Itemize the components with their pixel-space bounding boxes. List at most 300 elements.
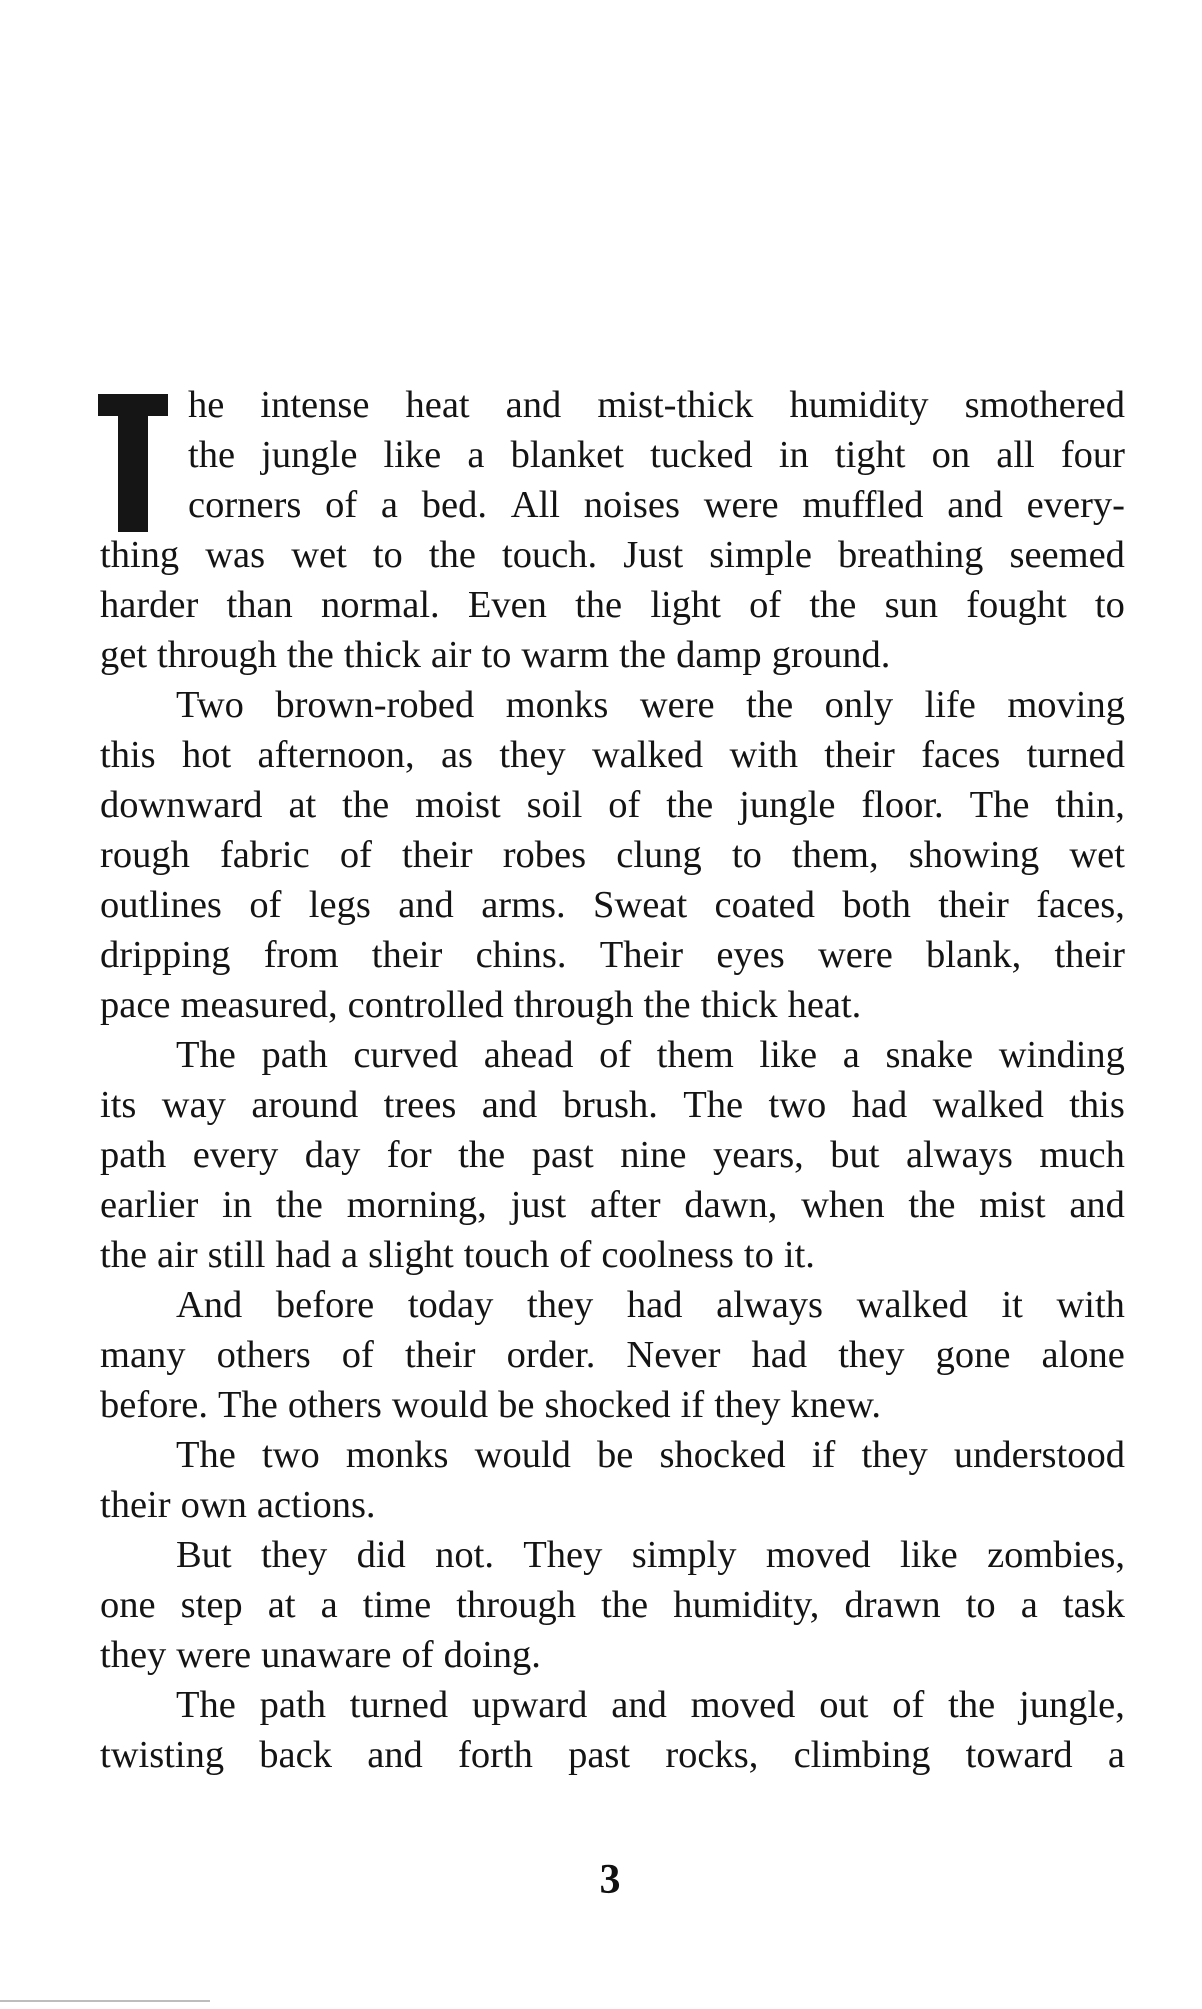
word: to — [372, 534, 403, 576]
word: They — [523, 1534, 603, 1576]
text-line — [100, 380, 1125, 430]
body-text — [100, 380, 1125, 1780]
text-line — [100, 630, 1125, 680]
word: from — [263, 934, 339, 976]
word: seemed — [1009, 534, 1125, 576]
word: normal. — [320, 584, 440, 626]
word: thick — [343, 634, 421, 676]
word: its — [100, 1084, 137, 1126]
word: of — [249, 884, 282, 926]
word: their — [824, 734, 895, 776]
word: the — [342, 784, 390, 826]
word: faces — [921, 734, 1001, 776]
word: others — [287, 1384, 382, 1426]
word: their — [404, 1334, 476, 1376]
word: the — [428, 534, 476, 576]
word: not. — [435, 1534, 494, 1576]
word: All — [510, 484, 560, 526]
word: of — [341, 1334, 374, 1376]
word: if — [680, 1384, 705, 1426]
word: simple — [709, 534, 812, 576]
word: warm — [521, 634, 610, 676]
text-line — [100, 1480, 1125, 1530]
word: moving — [1007, 684, 1125, 726]
word: the — [908, 1184, 956, 1226]
word: did — [356, 1534, 406, 1576]
word: twisting — [100, 1734, 225, 1776]
text-line — [100, 1580, 1125, 1630]
text-line — [100, 480, 1125, 530]
word: mist — [979, 1184, 1046, 1226]
word: clung — [616, 834, 702, 876]
word: had — [275, 1234, 332, 1276]
word: they — [100, 1634, 167, 1676]
word: others — [216, 1334, 311, 1376]
text-line — [100, 980, 1125, 1030]
word: like — [383, 434, 442, 476]
paragraphs — [100, 380, 1125, 1780]
word: their — [938, 884, 1009, 926]
word: toward — [965, 1734, 1073, 1776]
word: and — [505, 384, 562, 426]
word: four — [1060, 434, 1125, 476]
word: the — [643, 984, 691, 1026]
word: life — [924, 684, 976, 726]
word: path — [100, 1134, 167, 1176]
word: jungle, — [1019, 1684, 1125, 1726]
word: always — [716, 1284, 824, 1326]
word: when — [801, 1184, 885, 1226]
word: just — [510, 1184, 567, 1226]
word: Never — [626, 1334, 721, 1376]
word: morning, — [346, 1184, 487, 1226]
word: past — [531, 1134, 594, 1176]
word: Sweat — [593, 884, 688, 926]
word: task — [1062, 1584, 1125, 1626]
word: jungle — [739, 784, 836, 826]
word: tight — [834, 434, 906, 476]
word: a — [341, 1234, 359, 1276]
word: be — [498, 1384, 535, 1426]
word: of — [749, 584, 782, 626]
word: climbing — [793, 1734, 931, 1776]
word: brown-robed — [275, 684, 475, 726]
word: heat. — [787, 984, 862, 1026]
word: still — [207, 1234, 266, 1276]
word: dripping — [100, 934, 231, 976]
word: in — [222, 1184, 253, 1226]
word: thin, — [1055, 784, 1125, 826]
drop-cap — [98, 394, 168, 532]
word: trees — [383, 1084, 457, 1126]
text-line — [100, 880, 1125, 930]
word: air — [430, 634, 472, 676]
word: intense — [260, 384, 370, 426]
text-line — [100, 580, 1125, 630]
word: curved — [353, 1034, 459, 1076]
text-line — [100, 1180, 1125, 1230]
word: breathing — [838, 534, 984, 576]
word: of — [325, 484, 358, 526]
word: always — [905, 1134, 1013, 1176]
bottom-rule — [0, 2000, 210, 2002]
word: but — [830, 1134, 880, 1176]
paragraph — [100, 1430, 1125, 1530]
word: a — [1107, 1734, 1125, 1776]
text-line — [100, 930, 1125, 980]
word: robes — [502, 834, 587, 876]
word: they — [714, 1384, 781, 1426]
word: walked — [856, 1284, 968, 1326]
word: turned — [349, 1684, 449, 1726]
page-number: 3 — [599, 1857, 621, 1903]
word: and — [398, 884, 454, 926]
word: air — [157, 1234, 198, 1276]
paragraph — [100, 380, 1125, 680]
word: monks — [505, 684, 609, 726]
word: earlier — [100, 1184, 199, 1226]
word: like — [759, 1034, 818, 1076]
word: they — [861, 1434, 928, 1476]
word: humidity, — [673, 1584, 820, 1626]
word: ahead — [483, 1034, 574, 1076]
word: heat — [405, 384, 470, 426]
word: turned — [1026, 734, 1125, 776]
word: And — [176, 1284, 243, 1326]
word: the — [188, 434, 236, 476]
word: the — [100, 1234, 148, 1276]
word: to — [481, 634, 512, 676]
text-line — [100, 780, 1125, 830]
word: pace — [100, 984, 171, 1026]
drop-cap-letter — [98, 394, 168, 532]
text-line — [100, 1630, 1125, 1680]
word: nine — [620, 1134, 687, 1176]
word: jungle — [261, 434, 358, 476]
word: light — [650, 584, 721, 626]
word: had — [626, 1284, 683, 1326]
word: to — [731, 834, 762, 876]
word: past — [568, 1734, 631, 1776]
word: of — [559, 1234, 592, 1276]
word: were — [703, 484, 779, 526]
word: the — [619, 634, 667, 676]
word: would — [391, 1384, 489, 1426]
word: a — [1020, 1584, 1038, 1626]
word: walked — [592, 734, 704, 776]
word: downward — [100, 784, 263, 826]
word: The — [969, 784, 1030, 826]
word: But — [176, 1534, 232, 1576]
word: muffled — [802, 484, 924, 526]
word: if — [811, 1434, 836, 1476]
word: Their — [599, 934, 684, 976]
word: soil — [526, 784, 583, 826]
word: The — [176, 1034, 236, 1076]
text-line — [100, 1230, 1125, 1280]
word: winding — [998, 1034, 1125, 1076]
word: thick — [700, 984, 778, 1026]
word: only — [824, 684, 894, 726]
word: the — [809, 584, 857, 626]
text-line — [100, 1730, 1125, 1780]
word: slight — [368, 1234, 454, 1276]
word: forth — [458, 1734, 533, 1776]
word: of — [401, 1634, 434, 1676]
word: had — [751, 1334, 808, 1376]
word: and — [611, 1684, 667, 1726]
word: outlines — [100, 884, 222, 926]
word: he — [188, 384, 225, 426]
word: The — [217, 1384, 278, 1426]
word: snake — [885, 1034, 974, 1076]
word: to — [965, 1584, 996, 1626]
text-line — [100, 1330, 1125, 1380]
word: than — [226, 584, 293, 626]
word: through — [513, 984, 634, 1026]
word: with — [729, 734, 798, 776]
word: much — [1039, 1134, 1125, 1176]
word: two — [261, 1434, 320, 1476]
word: before — [275, 1284, 375, 1326]
word: in — [778, 434, 809, 476]
word: path — [259, 1684, 326, 1726]
word: this — [1069, 1084, 1125, 1126]
word: and — [367, 1734, 423, 1776]
word: moved — [765, 1534, 871, 1576]
word: The — [176, 1434, 236, 1476]
word: through — [456, 1584, 577, 1626]
text-line — [100, 1130, 1125, 1180]
word: shocked — [544, 1384, 671, 1426]
word: wet — [291, 534, 347, 576]
paragraph — [100, 1680, 1125, 1780]
word: were — [817, 934, 893, 976]
word: afternoon, — [257, 734, 415, 776]
word: at — [267, 1584, 296, 1626]
word: a — [320, 1584, 338, 1626]
word: and — [1069, 1184, 1125, 1226]
word: the — [458, 1134, 506, 1176]
word: rough — [100, 834, 190, 876]
word: own — [180, 1484, 247, 1526]
word: moist — [415, 784, 501, 826]
word: humidity — [789, 384, 929, 426]
word: were — [639, 684, 715, 726]
word: they — [499, 734, 566, 776]
word: time — [362, 1584, 432, 1626]
word: the — [286, 634, 334, 676]
word: their — [1054, 934, 1125, 976]
word: shocked — [659, 1434, 786, 1476]
word: path — [261, 1034, 328, 1076]
word: it. — [783, 1234, 815, 1276]
word: all — [996, 434, 1035, 476]
word: the — [275, 1184, 323, 1226]
paragraph — [100, 1030, 1125, 1280]
word: was — [205, 534, 266, 576]
word: through — [157, 634, 277, 676]
word: their — [371, 934, 443, 976]
word: them, — [792, 834, 879, 876]
word: monks — [345, 1434, 449, 1476]
word: tucked — [650, 434, 753, 476]
word: knew. — [790, 1384, 882, 1426]
word: would — [474, 1434, 571, 1476]
word: them — [656, 1034, 734, 1076]
word: their — [402, 834, 473, 876]
word: on — [931, 434, 971, 476]
paragraph — [100, 1280, 1125, 1430]
word: simply — [631, 1534, 737, 1576]
word: every — [192, 1134, 279, 1176]
word: out — [819, 1684, 869, 1726]
word: moved — [690, 1684, 796, 1726]
word: step — [180, 1584, 243, 1626]
text-line — [100, 730, 1125, 780]
word: drawn — [844, 1584, 941, 1626]
word: it — [1001, 1284, 1023, 1326]
word: the — [575, 584, 623, 626]
word: every- — [1026, 484, 1125, 526]
word: after — [590, 1184, 661, 1226]
word: Just — [623, 534, 684, 576]
word: touch. — [502, 534, 598, 576]
word: coated — [714, 884, 815, 926]
text-line — [100, 1080, 1125, 1130]
word: a — [380, 484, 399, 526]
word: Even — [467, 584, 547, 626]
word: fought — [966, 584, 1067, 626]
word: the — [666, 784, 714, 826]
text-line — [100, 830, 1125, 880]
paragraph — [100, 1530, 1125, 1680]
word: of — [608, 784, 641, 826]
word: The — [683, 1084, 744, 1126]
word: alone — [1041, 1334, 1125, 1376]
text-line — [100, 1380, 1125, 1430]
word: two — [768, 1084, 827, 1126]
word: one — [100, 1584, 156, 1626]
word: both — [842, 884, 911, 926]
word: and — [947, 484, 1003, 526]
word: today — [407, 1284, 494, 1326]
word: bed. — [421, 484, 487, 526]
word: way — [161, 1084, 226, 1126]
word: blanket — [510, 434, 624, 476]
text-line — [100, 1030, 1125, 1080]
text-line — [100, 1280, 1125, 1330]
word: faces, — [1036, 884, 1125, 926]
word: the — [746, 684, 794, 726]
word: they — [260, 1534, 328, 1576]
word: noises — [583, 484, 680, 526]
word: chins. — [475, 934, 567, 976]
word: back — [259, 1734, 332, 1776]
word: were — [176, 1634, 252, 1676]
word: touch — [463, 1234, 550, 1276]
word: to — [1094, 584, 1125, 626]
word: of — [599, 1034, 632, 1076]
word: a — [842, 1034, 860, 1076]
word: controlled — [347, 984, 504, 1026]
word: floor. — [861, 784, 944, 826]
word: unaware — [261, 1634, 392, 1676]
word: mist-thick — [597, 384, 754, 426]
text-line — [100, 1680, 1125, 1730]
word: thing — [100, 534, 180, 576]
word: brush. — [562, 1084, 658, 1126]
word: arms. — [481, 884, 566, 926]
word: as — [440, 734, 474, 776]
text-line — [100, 430, 1125, 480]
word: measured, — [180, 984, 338, 1026]
word: gone — [935, 1334, 1011, 1376]
word: smothered — [964, 384, 1125, 426]
word: harder — [100, 584, 199, 626]
word: this — [100, 734, 156, 776]
word: had — [851, 1084, 908, 1126]
word: dawn, — [684, 1184, 778, 1226]
word: fabric — [219, 834, 310, 876]
word: the — [948, 1684, 996, 1726]
word: before. — [100, 1384, 208, 1426]
word: showing — [908, 834, 1040, 876]
word: doing. — [443, 1634, 541, 1676]
word: day — [304, 1134, 361, 1176]
word: of — [339, 834, 372, 876]
word: eyes — [716, 934, 785, 976]
word: rocks, — [665, 1734, 759, 1776]
text-line — [100, 530, 1125, 580]
word: actions. — [256, 1484, 376, 1526]
word: Two — [176, 684, 244, 726]
word: walked — [932, 1084, 1044, 1126]
word: the — [601, 1584, 649, 1626]
word: years, — [712, 1134, 804, 1176]
word: order. — [506, 1334, 596, 1376]
word: they — [838, 1334, 905, 1376]
word: with — [1056, 1284, 1125, 1326]
word: zombies, — [987, 1534, 1125, 1576]
word: hot — [181, 734, 232, 776]
word: legs — [308, 884, 371, 926]
word: like — [900, 1534, 958, 1576]
word: ground. — [771, 634, 891, 676]
word: around — [251, 1084, 359, 1126]
word: blank, — [926, 934, 1022, 976]
word: wet — [1069, 834, 1125, 876]
word: be — [597, 1434, 634, 1476]
word: of — [892, 1684, 925, 1726]
word: The — [176, 1684, 236, 1726]
word: and — [481, 1084, 538, 1126]
word: they — [527, 1284, 594, 1326]
word: get — [100, 634, 148, 676]
word: a — [467, 434, 485, 476]
text-line — [100, 680, 1125, 730]
word: to — [743, 1234, 774, 1276]
word: for — [386, 1134, 432, 1176]
word: damp — [676, 634, 762, 676]
word: corners — [188, 484, 302, 526]
word: at — [288, 784, 317, 826]
text-line — [100, 1530, 1125, 1580]
word: understood — [953, 1434, 1125, 1476]
word: sun — [884, 584, 939, 626]
word: many — [100, 1334, 186, 1376]
word: coolness — [601, 1234, 734, 1276]
